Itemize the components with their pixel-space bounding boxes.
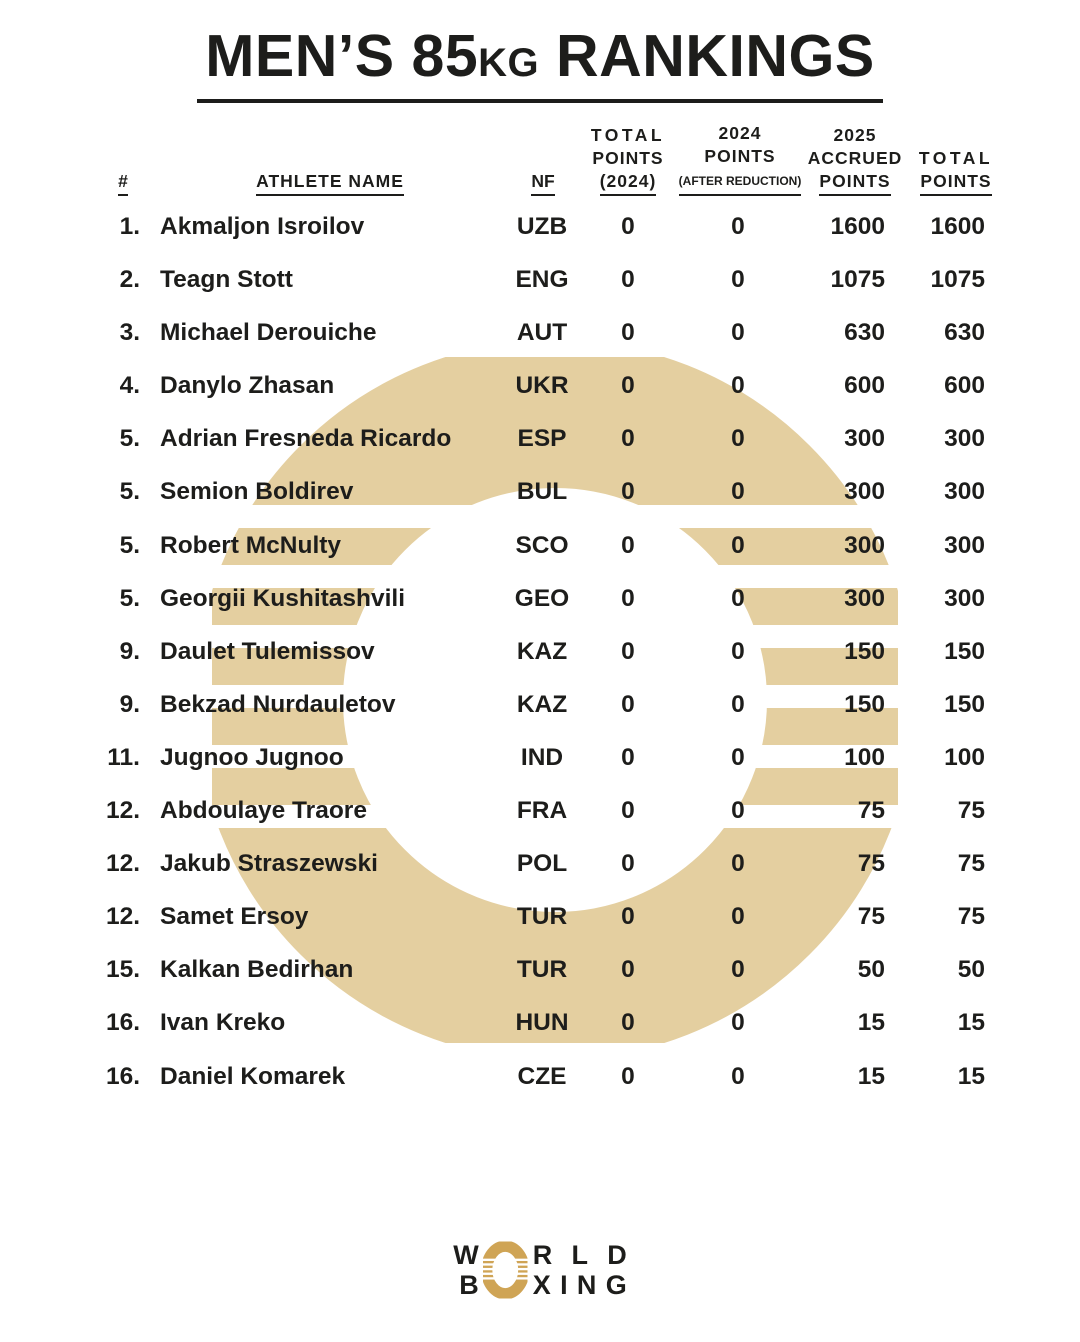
table-row (0, 1050, 1080, 1103)
rank-cell: 5. (119, 478, 140, 506)
nf-cell: KAZ (516, 637, 568, 665)
nf-cell: UKR (515, 372, 569, 400)
rank-cell: 12. (105, 903, 140, 931)
rank-cell: 15. (105, 956, 140, 984)
total-points-cell: 300 (944, 478, 985, 506)
total-points-2024-cell: 0 (621, 319, 635, 347)
rank-cell: 9. (119, 690, 140, 718)
nf-cell: POL (516, 850, 568, 878)
rank-cell: 12. (105, 850, 140, 878)
nf-cell: TUR (516, 956, 568, 984)
total-points-2024-cell: 0 (621, 1009, 635, 1037)
total-points-cell: 75 (957, 850, 985, 878)
total-points-2024-cell: 0 (621, 372, 635, 400)
athlete-name-cell: Michael Derouiche (160, 319, 377, 347)
rank-cell: 12. (105, 797, 140, 825)
points-2024-after-reduction-cell: 0 (731, 903, 745, 931)
rank-cell: 9. (119, 637, 140, 665)
athlete-name-cell: Danylo Zhasan (160, 372, 335, 400)
accrued-points-2025-cell: 300 (844, 478, 885, 506)
total-points-2024-cell: 0 (621, 1062, 635, 1090)
accrued-points-2025-cell: 300 (844, 584, 885, 612)
table-row (0, 943, 1080, 996)
nf-cell: BUL (516, 478, 568, 506)
accrued-points-2025-cell: 1600 (830, 213, 885, 240)
total-points-cell: 1600 (930, 213, 985, 240)
logo-letter-w: W (453, 1240, 479, 1270)
table-row (0, 465, 1080, 518)
rank-cell: 1. (119, 213, 140, 240)
total-points-cell: 300 (944, 531, 985, 559)
total-points-2024-cell: 0 (621, 903, 635, 931)
accrued-points-2025-cell: 630 (844, 319, 885, 347)
table-row (0, 837, 1080, 890)
table-row (0, 731, 1080, 784)
column-header-total-points: TOTAL POINTS (895, 147, 1017, 196)
column-header-athlete-name: ATHLETE NAME (230, 170, 430, 196)
total-points-cell: 600 (944, 372, 985, 400)
nf-cell: GEO (514, 584, 570, 612)
logo-right-letters (533, 1240, 627, 1300)
logo-letters-xing: X I N G (532, 1270, 627, 1300)
points-2024-after-reduction-cell: 0 (731, 1062, 745, 1090)
total-points-2024-cell: 0 (621, 797, 635, 825)
logo-letter-b: B (459, 1270, 479, 1300)
table-row (0, 996, 1080, 1049)
logo-left-letters (453, 1240, 478, 1300)
column-header-rank: # (100, 170, 146, 196)
table-header (0, 122, 1080, 196)
athlete-name-cell: Kalkan Bedirhan (160, 956, 354, 984)
athlete-name-cell: Abdoulaye Traore (160, 797, 367, 825)
nf-cell: SCO (515, 531, 569, 559)
total-points-cell: 1075 (930, 266, 985, 294)
accrued-points-2025-cell: 75 (857, 903, 885, 931)
points-2024-after-reduction-cell: 0 (731, 531, 745, 559)
accrued-points-2025-cell: 75 (857, 850, 885, 878)
table-row (0, 890, 1080, 943)
column-header-2024-points-after-reduction: 2024 POINTS (AFTER REDUCTION) (672, 122, 808, 196)
world-boxing-logo (453, 1238, 626, 1302)
athlete-name-cell: Teagn Stott (160, 266, 293, 294)
points-2024-after-reduction-cell: 0 (731, 584, 745, 612)
table-row (0, 200, 1080, 253)
accrued-points-2025-cell: 150 (844, 637, 885, 665)
points-2024-after-reduction-cell: 0 (731, 319, 745, 347)
athlete-name-cell: Samet Ersoy (160, 903, 309, 931)
nf-cell: UZB (516, 213, 568, 240)
nf-cell: AUT (516, 319, 568, 347)
rank-cell: 16. (105, 1009, 140, 1037)
points-2024-after-reduction-cell: 0 (731, 637, 745, 665)
table-row (0, 359, 1080, 412)
accrued-points-2025-cell: 15 (857, 1009, 885, 1037)
points-2024-after-reduction-cell: 0 (731, 743, 745, 771)
table-row (0, 625, 1080, 678)
total-points-2024-cell: 0 (621, 531, 635, 559)
total-points-cell: 50 (957, 956, 985, 984)
accrued-points-2025-cell: 75 (857, 797, 885, 825)
total-points-cell: 100 (944, 743, 985, 771)
total-points-2024-cell: 0 (621, 584, 635, 612)
accrued-points-2025-cell: 300 (844, 531, 885, 559)
athlete-name-cell: Robert McNulty (160, 531, 342, 559)
accrued-points-2025-cell: 50 (857, 956, 885, 984)
column-header-nf: NF (502, 170, 584, 196)
athlete-name-cell: Daniel Komarek (160, 1062, 346, 1090)
athlete-name-cell: Adrian Fresneda Ricardo (160, 425, 452, 453)
points-2024-after-reduction-cell: 0 (731, 690, 745, 718)
total-points-2024-cell: 0 (621, 690, 635, 718)
total-points-2024-cell: 0 (621, 956, 635, 984)
weight-unit-label: KG (478, 41, 540, 85)
total-points-cell: 75 (957, 797, 985, 825)
table-row (0, 253, 1080, 306)
points-2024-after-reduction-cell: 0 (731, 956, 745, 984)
column-header-2025-accrued-points: 2025 ACCRUED POINTS (793, 124, 917, 196)
points-2024-after-reduction-cell: 0 (731, 425, 745, 453)
points-2024-after-reduction-cell: 0 (731, 266, 745, 294)
nf-cell: FRA (516, 797, 568, 825)
nf-cell: HUN (515, 1009, 569, 1037)
points-2024-after-reduction-cell: 0 (731, 1009, 745, 1037)
total-points-cell: 630 (944, 319, 985, 347)
points-2024-after-reduction-cell: 0 (731, 213, 745, 240)
total-points-cell: 15 (957, 1009, 985, 1037)
points-2024-after-reduction-cell: 0 (731, 850, 745, 878)
rank-cell: 4. (119, 372, 140, 400)
accrued-points-2025-cell: 1075 (830, 266, 885, 294)
rank-cell: 5. (119, 531, 140, 559)
nf-cell: ESP (517, 425, 567, 453)
total-points-cell: 75 (957, 903, 985, 931)
athlete-name-cell: Ivan Kreko (160, 1009, 286, 1037)
total-points-2024-cell: 0 (621, 743, 635, 771)
athlete-name-cell: Daulet Tulemissov (160, 637, 375, 665)
logo-letters-rld: R L D (532, 1240, 627, 1270)
table-row (0, 412, 1080, 465)
total-points-2024-cell: 0 (621, 850, 635, 878)
column-header-total-points-2024: TOTAL POINTS (2024) (568, 124, 688, 196)
total-points-cell: 300 (944, 425, 985, 453)
rank-cell: 16. (105, 1062, 140, 1090)
athlete-name-cell: Akmaljon Isroilov (160, 213, 365, 240)
rankings-table (0, 200, 1080, 1103)
points-2024-after-reduction-cell: 0 (731, 372, 745, 400)
boxing-o-ring-icon (480, 1238, 532, 1302)
points-2024-after-reduction-cell: 0 (731, 478, 745, 506)
athlete-name-cell: Georgii Kushitashvili (160, 584, 406, 612)
rank-cell: 11. (107, 743, 140, 771)
total-points-cell: 300 (944, 584, 985, 612)
total-points-2024-cell: 0 (621, 637, 635, 665)
rank-cell: 3. (119, 319, 140, 347)
nf-cell: KAZ (516, 690, 568, 718)
table-row (0, 572, 1080, 625)
total-points-2024-cell: 0 (621, 425, 635, 453)
athlete-name-cell: Jugnoo Jugnoo (160, 743, 344, 771)
nf-cell: CZE (517, 1062, 567, 1090)
athlete-name-cell: Semion Boldirev (160, 478, 354, 506)
rank-cell: 5. (119, 584, 140, 612)
accrued-points-2025-cell: 300 (844, 425, 885, 453)
accrued-points-2025-cell: 100 (844, 743, 885, 771)
athlete-name-cell: Jakub Straszewski (160, 850, 378, 878)
page-title (0, 22, 1080, 103)
nf-cell: ENG (515, 266, 569, 294)
accrued-points-2025-cell: 15 (857, 1062, 885, 1090)
page-title-text: MEN’S 85KG RANKINGS (197, 22, 882, 103)
points-2024-after-reduction-cell: 0 (731, 797, 745, 825)
accrued-points-2025-cell: 150 (844, 690, 885, 718)
athlete-name-cell: Bekzad Nurdauletov (160, 690, 396, 718)
table-row (0, 784, 1080, 837)
table-row (0, 519, 1080, 572)
rank-cell: 5. (119, 425, 140, 453)
nf-cell: IND (520, 743, 564, 771)
total-points-2024-cell: 0 (621, 266, 635, 294)
nf-cell: TUR (516, 903, 568, 931)
total-points-2024-cell: 0 (621, 213, 635, 240)
total-points-2024-cell: 0 (621, 478, 635, 506)
total-points-cell: 150 (944, 637, 985, 665)
table-row (0, 678, 1080, 731)
total-points-cell: 150 (944, 690, 985, 718)
total-points-cell: 15 (957, 1062, 985, 1090)
table-row (0, 306, 1080, 359)
rank-cell: 2. (119, 266, 140, 294)
accrued-points-2025-cell: 600 (844, 372, 885, 400)
